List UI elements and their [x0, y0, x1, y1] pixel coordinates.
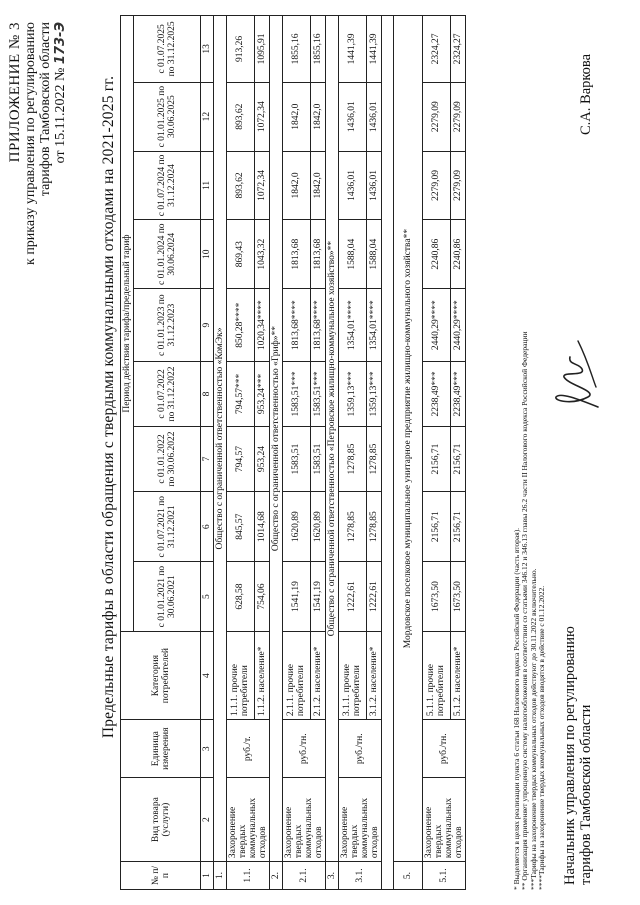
- consumer-category: 3.1.1. прочие потребители: [339, 632, 367, 720]
- footnotes: [513, 10, 547, 890]
- period-header: с 01.07.2024 по 31.12.2024: [134, 151, 201, 220]
- tariff-value: 2156,71: [450, 426, 465, 492]
- tariff-value: 1583,51: [310, 426, 325, 492]
- tariff-value: 850,28****: [227, 289, 255, 362]
- tariff-value: 2279,09: [450, 82, 465, 151]
- column-number: 4: [201, 632, 214, 720]
- footnote: ***Тарифы на захоронение твердых коммунальных отходов действуют до 30.11.2022 включительно.: [528, 568, 538, 890]
- tariff-value: 754,06: [254, 562, 269, 632]
- tariff-value: 1043,32: [254, 220, 269, 289]
- tariff-value: 845,57: [227, 492, 255, 562]
- service-name: Захоронение твердых коммунальных отходов: [283, 778, 326, 862]
- order-number-handwritten: 173-Э: [53, 22, 68, 65]
- period-header: с 01.07.2021 по 31.12.2021: [134, 492, 201, 562]
- tariff-value: 1436,01: [339, 151, 367, 220]
- item-number: 3.1.: [339, 862, 382, 890]
- header-period-title: Период действия тарифа/предельный тариф: [121, 16, 134, 632]
- tariff-value: 1620,89: [310, 492, 325, 562]
- signatory-name: С.А. Варкова: [578, 53, 594, 135]
- service-name: Захоронение твердых коммунальных отходов: [227, 778, 270, 862]
- section-row: [326, 16, 339, 890]
- tariff-table: [120, 15, 466, 890]
- tariff-value: 1541,19: [283, 562, 311, 632]
- tariff-value: 2238,49***: [423, 362, 451, 427]
- footnote: ** Организация применяет упрощенную систему налогообложения в соответствии со статьями 346.12 и 346.13 главы 26.2 части II Налогового кодекса Российской Федерации: [520, 331, 530, 890]
- section-number: 3.: [326, 862, 339, 890]
- tariff-value: 794,57***: [227, 362, 255, 427]
- appendix-order-line: к приказу управления по регулированию: [23, 22, 38, 265]
- consumer-category: 2.1.1. прочие потребители: [283, 632, 311, 720]
- tariff-value: 2440,29****: [450, 289, 465, 362]
- organization-name: Мордовское поселковое муниципальное унитарное предприятие жилищно-коммунального хозяйства**: [394, 16, 423, 862]
- tariff-value: 2156,71: [450, 492, 465, 562]
- item-number: 2.1.: [283, 862, 326, 890]
- section-number: 1.: [214, 862, 227, 890]
- tariff-value: 2238,49***: [450, 362, 465, 427]
- header-num: № п/п: [121, 862, 201, 890]
- column-number: 12: [201, 82, 214, 151]
- period-header: с 01.01.2024 по 30.06.2024: [134, 220, 201, 289]
- position-line: Начальник управления по регулированию: [562, 626, 578, 885]
- section-row: [270, 16, 283, 890]
- organization-name: Общество с ограниченной ответственностью «Петровское жилищно-коммунальное хозяйство»**: [326, 16, 339, 862]
- tariff-value: 1359,13***: [339, 362, 367, 427]
- tariff-value: 794,57: [227, 426, 255, 492]
- tariff-value: 953,24: [254, 426, 269, 492]
- tariff-value: 1354,01****: [366, 289, 381, 362]
- tariff-value: 1441,39: [366, 16, 381, 83]
- tariff-value: 1436,01: [366, 151, 381, 220]
- tariff-value: 628,58: [227, 562, 255, 632]
- tariff-value: 1813,68: [310, 220, 325, 289]
- item-number: 5.1.: [423, 862, 466, 890]
- section-row: [394, 16, 423, 890]
- column-number: 1: [201, 862, 214, 890]
- tariff-value: 1541,19: [310, 562, 325, 632]
- tariff-value: 913,26: [227, 16, 255, 83]
- tariff-value: 1588,04: [339, 220, 367, 289]
- appendix-header: [8, 22, 68, 265]
- tariff-value: 1222,61: [366, 562, 381, 632]
- column-number: 9: [201, 289, 214, 362]
- tariff-value: 1278,85: [339, 426, 367, 492]
- header-service: Вид товара (услуги): [121, 778, 201, 862]
- header-unit: Единица измерения: [121, 720, 201, 778]
- table-row: [339, 16, 367, 890]
- tariff-value: 1583,51: [283, 426, 311, 492]
- tariff-value: 2279,09: [450, 151, 465, 220]
- tariff-value: 2156,71: [423, 492, 451, 562]
- table-row: [423, 16, 451, 890]
- footnote: ****Тарифы на захоронение твердых коммунальных отходов вводятся в действие с 01.12.2022.: [537, 585, 547, 890]
- unit: руб./тн.: [283, 720, 326, 778]
- tariff-value: 893,62: [227, 82, 255, 151]
- appendix-order-line: тарифов Тамбовской области: [38, 22, 53, 197]
- order-date: от 15.11.2022 №: [53, 67, 68, 164]
- tariff-value: 1855,16: [283, 16, 311, 83]
- column-number: 6: [201, 492, 214, 562]
- table-row: [227, 16, 255, 890]
- tariff-value: 1842,0: [283, 82, 311, 151]
- column-number: 10: [201, 220, 214, 289]
- handwritten-signature: [538, 327, 618, 427]
- table-gap: [382, 16, 394, 890]
- consumer-category: 3.1.2. население*: [366, 632, 381, 720]
- tariff-value: 2279,09: [423, 82, 451, 151]
- tariff-value: 1095,91: [254, 16, 269, 83]
- section-number: 5.: [394, 862, 423, 890]
- consumer-category: 1.1.1. прочие потребители: [227, 632, 255, 720]
- document-title: Предельные тарифы в области обращения с твердыми коммунальными отходами на 2021-2025 гг.: [100, 75, 117, 739]
- tariff-value: 1072,34: [254, 151, 269, 220]
- tariff-value: 953,24***: [254, 362, 269, 427]
- period-header: с 01.01.2023 по 31.12.2023: [134, 289, 201, 362]
- tariff-value: 1673,50: [423, 562, 451, 632]
- period-header: с 01.07.2025 по 31.12.2025: [134, 16, 201, 83]
- tariff-value: 2240,86: [423, 220, 451, 289]
- tariff-value: 2440,29****: [423, 289, 451, 362]
- period-header: с 01.01.2022 по 30.06.2022: [134, 426, 201, 492]
- tariff-value: 1436,01: [339, 82, 367, 151]
- column-number: 7: [201, 426, 214, 492]
- tariff-value: 893,62: [227, 151, 255, 220]
- organization-name: Общество с ограниченной ответственностью «КомЭк»: [214, 16, 227, 862]
- tariff-value: 1278,85: [366, 426, 381, 492]
- section-number: 2.: [270, 862, 283, 890]
- period-header: с 01.01.2025 по 30.06.2025: [134, 82, 201, 151]
- tariff-value: 1583,51***: [283, 362, 311, 427]
- tariff-value: 1436,01: [366, 82, 381, 151]
- tariff-value: 1359,13***: [366, 362, 381, 427]
- tariff-value: 1813,68****: [283, 289, 311, 362]
- tariff-value: 2279,09: [423, 151, 451, 220]
- tariff-value: 1278,85: [339, 492, 367, 562]
- position-line: тарифов Тамбовской области: [578, 704, 594, 885]
- unit: руб./тн.: [423, 720, 466, 778]
- footnote: * Выделяется в целях реализации пункта 6 статьи 168 Налогового кодекса Российской Федерации (часть вторая).: [512, 527, 521, 890]
- tariff-value: 1020,34****: [254, 289, 269, 362]
- period-header: с 01.01.2021 по 30.06.2021: [134, 562, 201, 632]
- tariff-value: 869,43: [227, 220, 255, 289]
- tariff-value: 1588,04: [366, 220, 381, 289]
- tariff-value: 2240,86: [450, 220, 465, 289]
- tariff-value: 1842,0: [310, 151, 325, 220]
- service-name: Захоронение твердых коммунальных отходов: [423, 778, 466, 862]
- tariff-value: 1354,01****: [339, 289, 367, 362]
- tariff-value: 1441,39: [339, 16, 367, 83]
- section-row: [214, 16, 227, 890]
- consumer-category: 5.1.1. прочие потребители: [423, 632, 451, 720]
- tariff-value: 1583,51***: [310, 362, 325, 427]
- column-number: 8: [201, 362, 214, 427]
- tariff-value: 1813,68: [283, 220, 311, 289]
- tariff-value: 1222,61: [339, 562, 367, 632]
- tariff-value: 1855,16: [310, 16, 325, 83]
- appendix-number: ПРИЛОЖЕНИЕ № 3: [7, 22, 23, 163]
- gap-cell: [382, 16, 394, 890]
- consumer-category: 1.1.2. население*: [254, 632, 269, 720]
- table-header-row: [121, 16, 134, 890]
- organization-name: Общество с ограниченной ответственностью «Гриф»**: [270, 16, 283, 862]
- appendix-order-date: [53, 22, 68, 265]
- period-header: с 01.07.2022 по 31.12.2022: [134, 362, 201, 427]
- tariff-value: 1072,34: [254, 82, 269, 151]
- column-number: 13: [201, 16, 214, 83]
- tariff-value: 2156,71: [423, 426, 451, 492]
- tariff-value: 2324,27: [450, 16, 465, 83]
- tariff-value: 1014,68: [254, 492, 269, 562]
- service-name: Захоронение твердых коммунальных отходов: [339, 778, 382, 862]
- tariff-value: 1673,50: [450, 562, 465, 632]
- column-number: 11: [201, 151, 214, 220]
- tariff-value: 1842,0: [310, 82, 325, 151]
- column-number-row: [201, 16, 214, 890]
- column-number: 3: [201, 720, 214, 778]
- item-number: 1.1.: [227, 862, 270, 890]
- unit: руб./т.: [227, 720, 270, 778]
- column-number: 2: [201, 778, 214, 862]
- signatory-position: [562, 626, 594, 885]
- consumer-category: 5.1.2. население*: [450, 632, 465, 720]
- tariff-value: 1842,0: [283, 151, 311, 220]
- table-row: [283, 16, 311, 890]
- header-category: Категория потребителей: [121, 632, 201, 720]
- tariff-value: 1278,85: [366, 492, 381, 562]
- unit: руб./тн.: [339, 720, 382, 778]
- tariff-value: 1813,68****: [310, 289, 325, 362]
- tariff-value: 2324,27: [423, 16, 451, 83]
- consumer-category: 2.1.2. население*: [310, 632, 325, 720]
- column-number: 5: [201, 562, 214, 632]
- tariff-value: 1620,89: [283, 492, 311, 562]
